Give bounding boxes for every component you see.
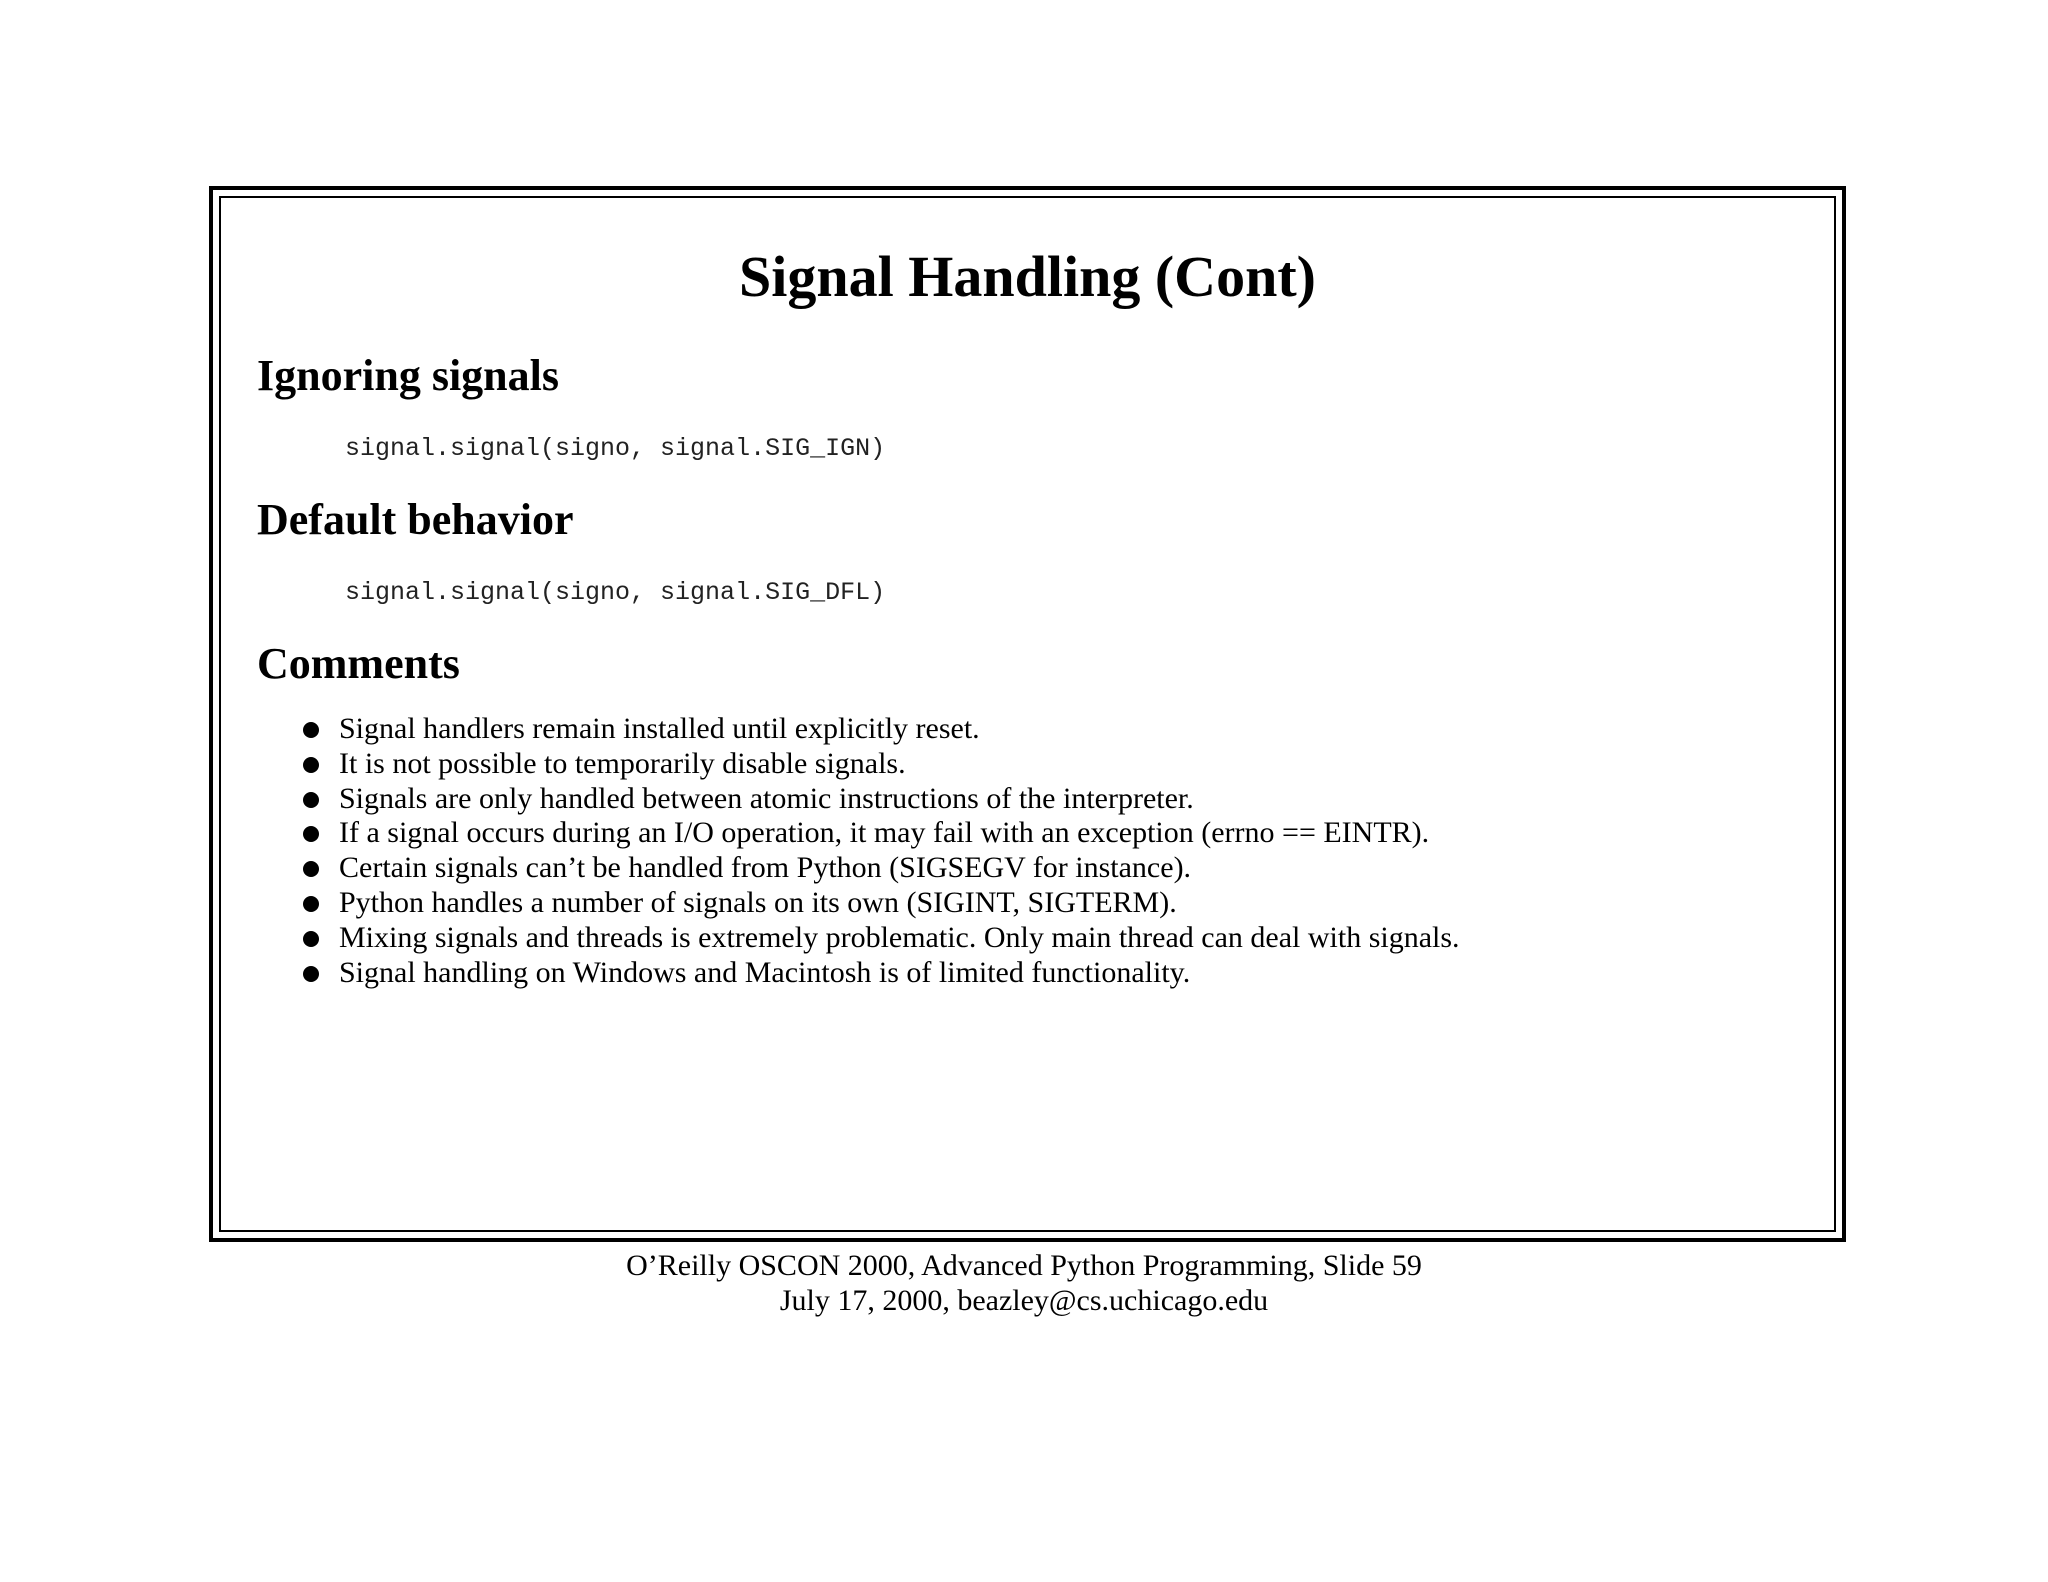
comments-list xyxy=(303,712,1460,990)
list-item-text: Signals are only handled between atomic instructions of the interpreter. xyxy=(339,781,1194,815)
list-item xyxy=(303,782,1460,817)
list-item xyxy=(303,886,1460,921)
list-item xyxy=(303,816,1460,851)
list-item xyxy=(303,747,1460,782)
heading-default-behavior: Default behavior xyxy=(257,495,574,544)
bullet-icon xyxy=(303,931,319,947)
list-item-text: Certain signals can’t be handled from Python (SIGSEGV for instance). xyxy=(339,851,1192,885)
list-item-text: If a signal occurs during an I/O operation, it may fail with an exception (errno == EINTR). xyxy=(339,816,1430,850)
list-item-text: Signal handlers remain installed until explicitly reset. xyxy=(339,712,980,745)
list-item-text: It is not possible to temporarily disable signals. xyxy=(339,746,906,780)
bullet-icon xyxy=(303,722,319,738)
slide-content xyxy=(219,196,1836,1232)
bullet-icon xyxy=(303,757,319,773)
bullet-icon xyxy=(303,792,319,808)
slide-frame xyxy=(209,186,1846,1242)
list-item-text: Python handles a number of signals on its own (SIGINT, SIGTERM). xyxy=(339,885,1177,919)
list-item xyxy=(303,956,1460,991)
bullet-icon xyxy=(303,826,319,842)
bullet-icon xyxy=(303,966,319,982)
footer-date-email-line: July 17, 2000, beazley@cs.uchicago.edu xyxy=(779,1284,1269,1317)
list-item xyxy=(303,712,1460,747)
list-item xyxy=(303,851,1460,886)
list-item xyxy=(303,921,1460,956)
footer-conference-line: O’Reilly OSCON 2000, Advanced Python Programming, Slide 59 xyxy=(626,1249,1422,1282)
code-default-behavior: signal.signal(signo, signal.SIG_DFL) xyxy=(345,578,886,607)
slide-title: Signal Handling (Cont) xyxy=(739,244,1316,309)
list-item-text: Mixing signals and threads is extremely problematic. Only main thread can deal with signals. xyxy=(339,920,1460,954)
bullet-icon xyxy=(303,896,319,912)
code-ignoring-signals: signal.signal(signo, signal.SIG_IGN) xyxy=(345,434,886,463)
heading-comments: Comments xyxy=(257,639,460,688)
list-item-text: Signal handling on Windows and Macintosh is of limited functionality. xyxy=(339,955,1191,989)
bullet-icon xyxy=(303,861,319,877)
slide-footer xyxy=(0,1248,2048,1318)
heading-ignoring-signals: Ignoring signals xyxy=(257,351,559,400)
